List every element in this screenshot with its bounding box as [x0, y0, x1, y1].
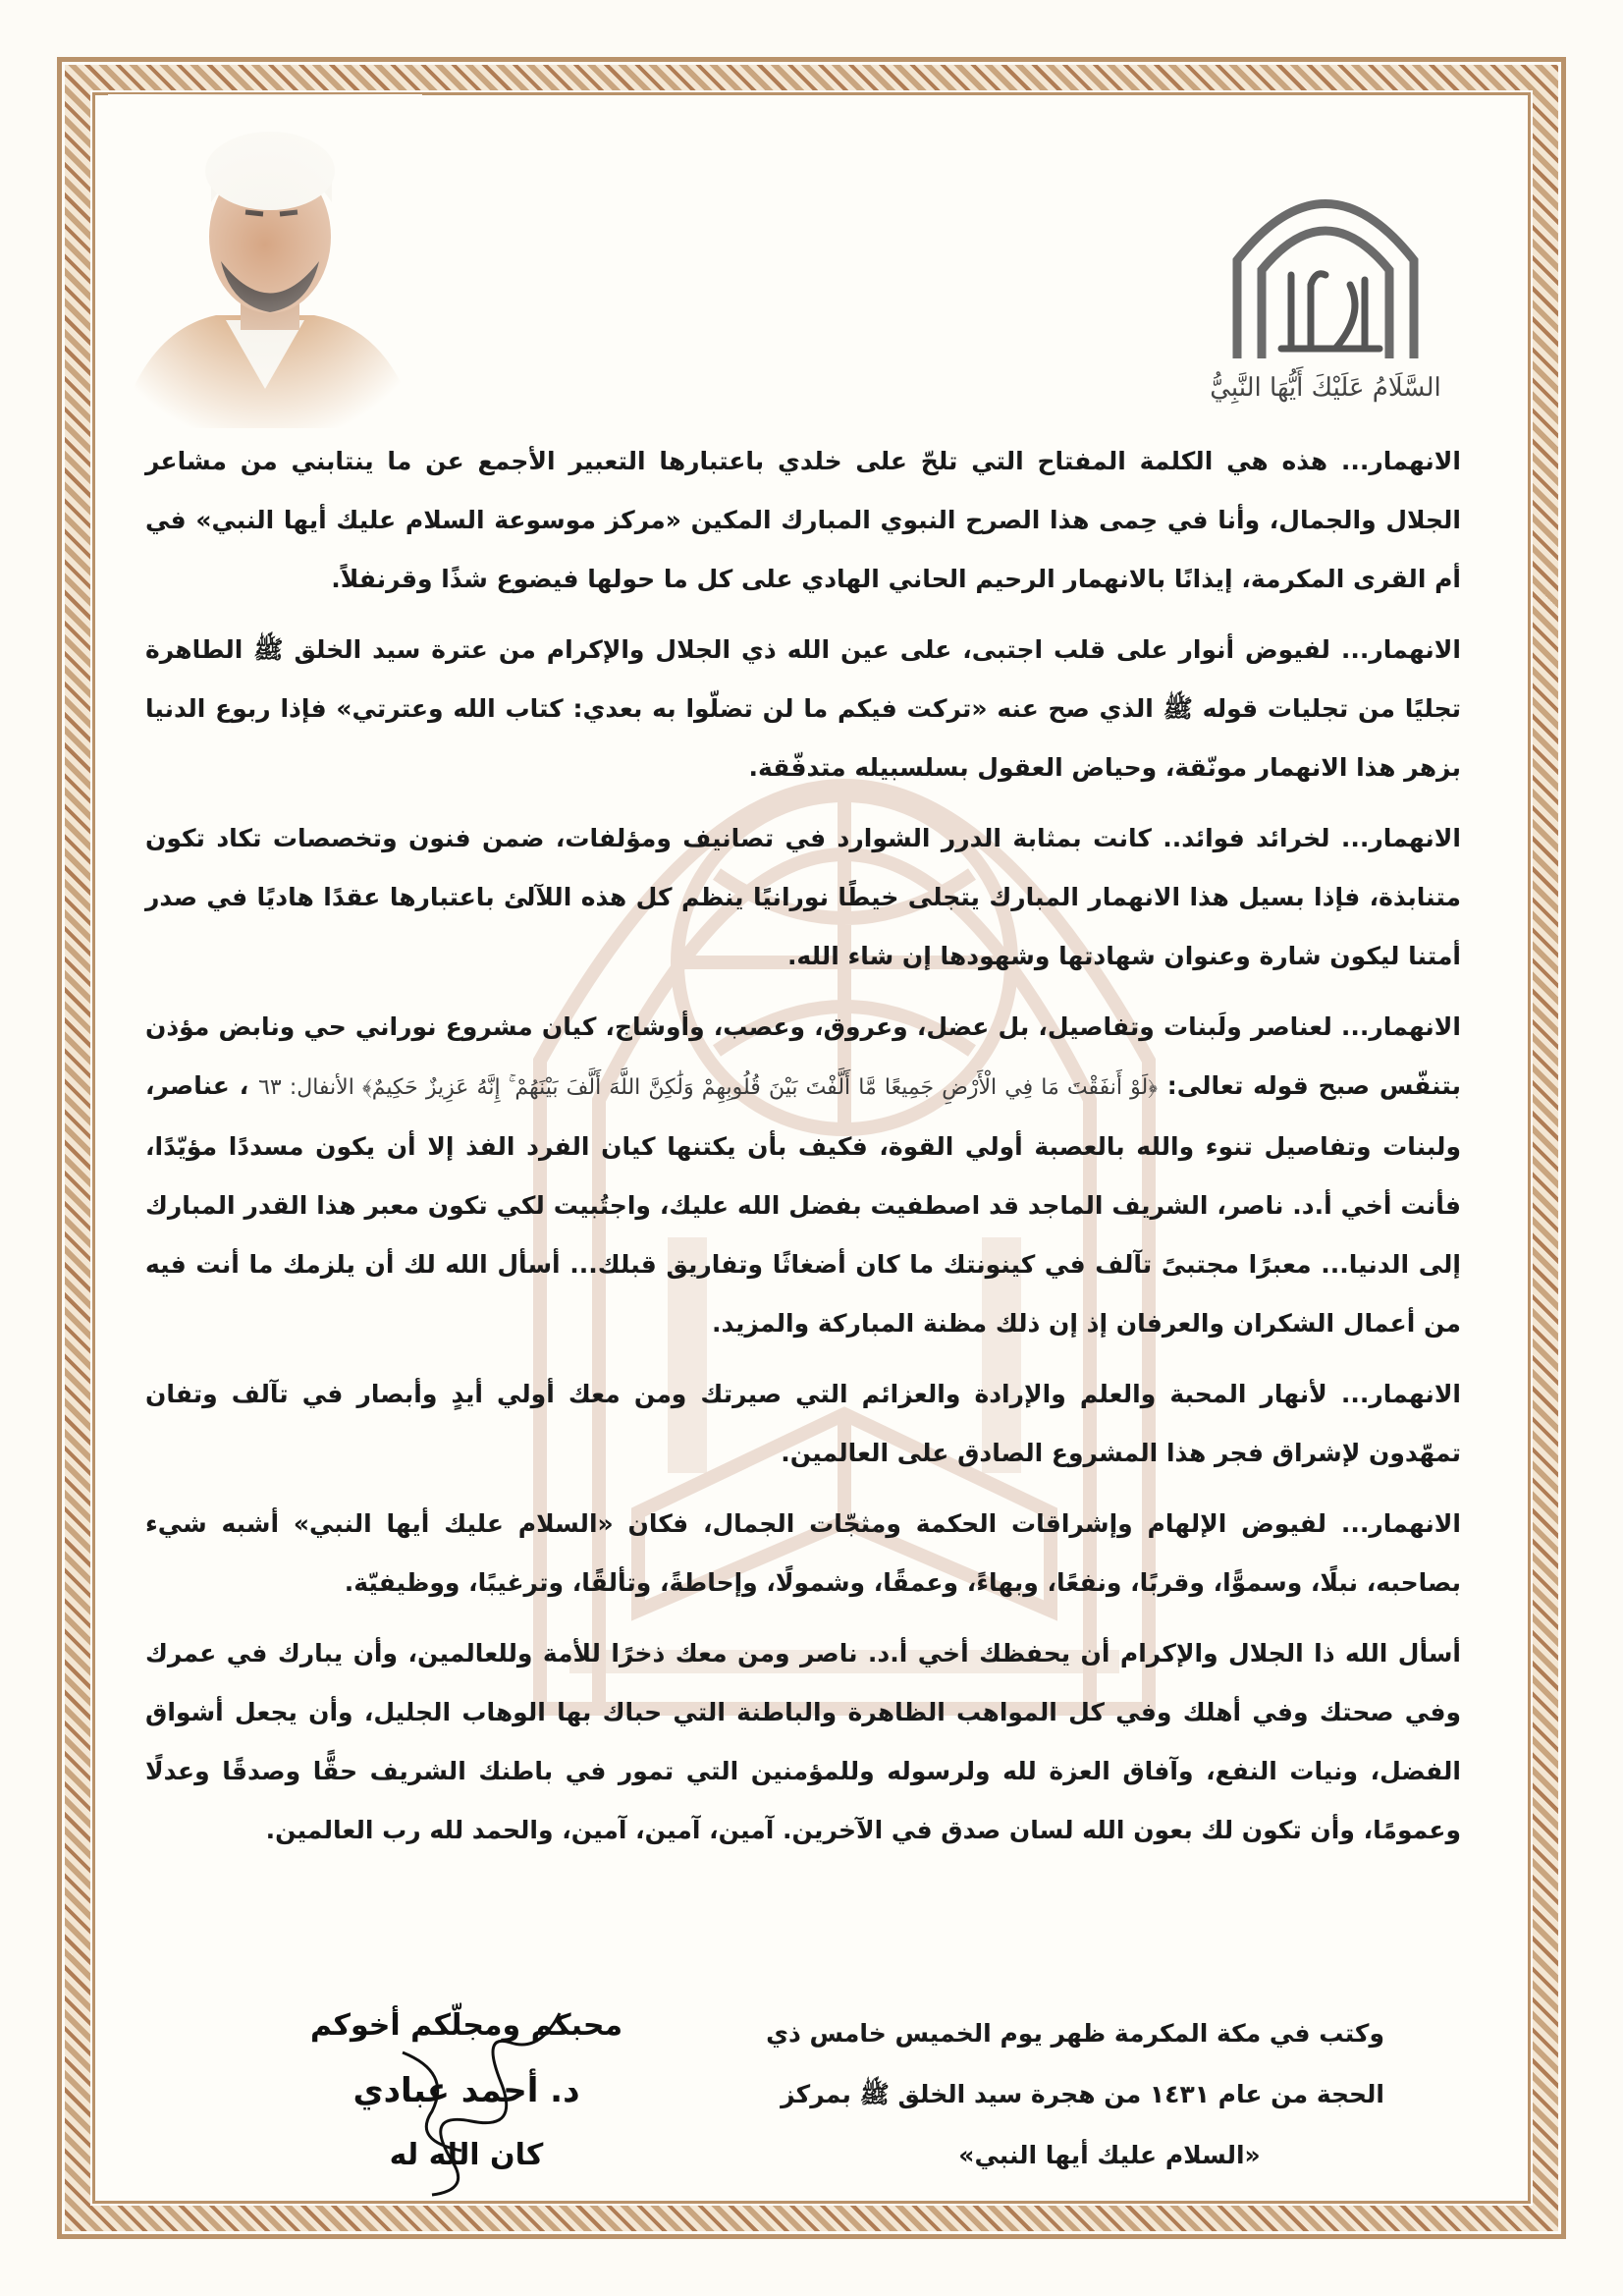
paragraph-3: الانهمار... لخرائد فوائد.. كانت بمثابة الدرر الشوارد في تصانيف ومؤلفات، ضمن فنون وتخصصات تكاد تكون متنابذة، فإذا بسيل هذا الانهمار المبارك يتجلى خيطًا نورانيًا ينظم كل هذه اللآلئ باعتبارها عقدًا هاديًا في صدر أمتنا ليكون شارة وعنوان شهادتها وشهودها إن شاء الله.	[145, 824, 1461, 970]
paragraph-7: أسأل الله ذا الجلال والإكرام أن يحفظك أخي أ.د. ناصر ومن معك ذخرًا للأمة وللعالمين، وأن يبارك في عمرك وفي صحتك وفي أهلك وفي كل المواهب الظاهرة والباطنة التي حباك بها الوهاب الجليل، وأن يجعل أشواق الفضل، ونيات النفع، وآفاق العزة لله ولرسوله وللمؤمنين التي تمور في باطنك الشريف حقًّا وصدقًا وعدلًا وعمومًا، وأن تكون لك بعون الله لسان صدق في الآخرين. آمين، آمين، آمين، والحمد لله رب العالمين.	[145, 1639, 1461, 1844]
paragraph-2: الانهمار... لفيوض أنوار على قلب اجتبى، على عين الله ذي الجلال والإكرام من عترة سيد الخلق ﷺ الطاهرة تجليًا من تجليات قوله ﷺ الذي صح عنه «تركت فيكم ما لن تضلّوا به بعدي: كتاب الله وعترتي» فإذا ربوع الدنيا بزهر هذا الانهمار مونّقة، وحياض العقول بسلسبيله متدفّقة.	[145, 635, 1461, 782]
paragraph-6: الانهمار... لفيوض الإلهام وإشراقات الحكمة ومثجّات الجمال، فكان «السلام عليك أيها النبي» أشبه شيء بصاحبه، نبلًا، وسموًّا، وقربًا، ونفعًا، وبهاءً، وعمقًا، وشمولًا، وإحاطةً، وتألقًا، وترغيبًا، ووظيفيّة.	[145, 1509, 1461, 1597]
closing-line-2: الحجة من عام ١٤٣١ من هجرة سيد الخلق ﷺ بمركز	[781, 2080, 1384, 2108]
paragraph-1: الانهمار... هذه هي الكلمة المفتاح التي تلحّ على خلدي باعتبارها التعبير الأجمع عن ما ينتابني من مشاعر الجلال والجمال، وأنا في حِمى هذا الصرح النبوي المبارك المكين «مركز موسوعة السلام عليك أيها النبي» في أم القرى المكرمة، إيذانًا بالانهمار الرحيم الحاني الهادي على كل ما حولها فيضوع شذًا وقرنفلاً.	[145, 447, 1461, 593]
signature-block	[255, 1994, 677, 2219]
portrait-image-icon	[108, 94, 422, 428]
signature-salutation: محبكم ومجلّكم أخوكم	[309, 2008, 623, 2043]
paragraph-4	[145, 998, 1461, 1353]
closing-dateline	[766, 2003, 1384, 2186]
handwritten-signature-icon	[314, 1994, 628, 2200]
letter-body	[145, 432, 1461, 1872]
signature-dua: كان الله له	[389, 2138, 544, 2172]
quran-verse: ﴿لَوْ أَنفَقْتَ مَا فِي الْأَرْضِ جَمِيعًا مَّا أَلَّفْتَ بَيْنَ قُلُوبِهِمْ وَلَٰكِنَّ اللَّهَ أَلَّفَ بَيْنَهُمْ ۚ إِنَّهُ عَزِيزٌ حَكِيمٌ﴾ الأنفال: ٦٣	[258, 1075, 1158, 1100]
closing-line-3: «السلام عليك أيها النبي»	[958, 2141, 1261, 2169]
paragraph-4-intro: الانهمار... لعناصر ولَبنات وتفاصيل، بل عضل، وعروق، وعصب، وأوشاج، كيان مشروع نوراني حي ونابض مؤذن بتنفّس صبح قوله تعالى:	[145, 1012, 1461, 1100]
closing-line-1: وكتب في مكة المكرمة ظهر يوم الخميس خامس ذي	[766, 2019, 1384, 2048]
logo-caption: السَّلَامُ عَلَيْكَ أَيُّهَا النَّبِيُّ	[1210, 373, 1441, 403]
arch-logo-icon	[1208, 167, 1443, 363]
paragraph-5: الانهمار... لأنهار المحبة والعلم والإرادة والعزائم التي صيرتك ومن معك أولي أيدٍ وأبصار في تآلف وتفان تمهّدون لإشراق فجر هذا المشروع الصادق على العالمين.	[145, 1380, 1461, 1467]
author-portrait	[108, 94, 422, 428]
center-logo	[1208, 167, 1443, 432]
paragraph-4-continuation: ، عناصر، ولبنات وتفاصيل تنوء والله بالعصبة أولي القوة، فكيف بأن يكتنها كيان الفرد الفذ إلا أن يكون مسددًا مؤيّدًا، فأنت أخي أ.د. ناصر، الشريف الماجد قد اصطفيت بفضل الله عليك، واجتُبيت لكي تكون معبر هذا القدر المبارك إلى الدنيا... معبرًا مجتبىً تآلف في كينونتك ما كان أضغاثًا وتفاريق قبلك... أسأل الله لك أن يلزمك ما أنت فيه من أعمال الشكران والعرفان إذ إن ذلك مظنة المباركة والمزيد.	[145, 1071, 1461, 1338]
signature-name: د. أحمد عبادي	[352, 2071, 580, 2110]
